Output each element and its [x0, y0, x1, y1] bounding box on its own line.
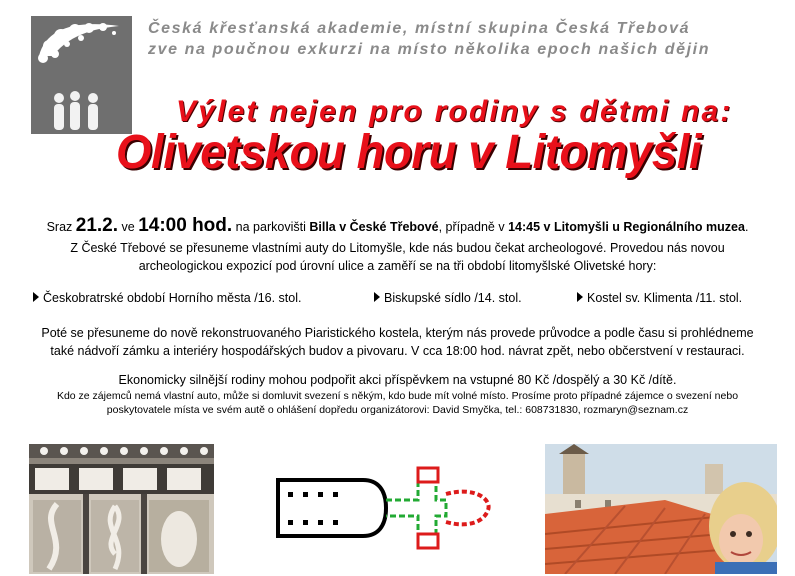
meeting-line [0, 215, 795, 236]
ve-label: ve [121, 220, 135, 234]
period-item [374, 291, 522, 305]
header-line-2: zve na poučnou exkurzi na místo několika epoch našich dějin [148, 41, 711, 58]
meeting-time: 14:00 hod. [138, 215, 233, 236]
body-line-4: Poté se přesuneme do nově rekonstruovaného Piaristického kostela, kterým nás provede průvodce a podle času si prohlédneme [41, 326, 754, 340]
sraz-label: Sraz [46, 220, 73, 234]
contact-line: poskytovatele místa ve svém autě o ohlášení dopředu organizátorovi: David Smyčka, tel.: 608731830, rozmaryn@seznam.cz [106, 404, 689, 416]
period-item [577, 291, 742, 305]
subtitle: Výlet nejen pro rodiny s dětmi na: [176, 95, 733, 128]
body-line-2: Z České Třebové se přesuneme vlastními auty do Litomyšle, kde nás budou čekat archeologové. Provedou nás novou [70, 241, 725, 255]
sgraffito-photo [29, 444, 214, 574]
place-prefix: na parkovišti [235, 220, 306, 234]
triangle-bullet-icon [374, 292, 380, 302]
body-line-5: také nádvoří zámku a interiéry hospodářských budov a pivovaru. V cca 18:00 hod. návrat zpět, nebo občerstvení v restauraci. [50, 344, 745, 358]
period-item [33, 291, 301, 305]
triangle-bullet-icon [577, 292, 583, 302]
meeting-date: 21.2. [75, 215, 119, 236]
body-line-3: archeologickou expozicí pod úrovní ulice a zaměří se na tři období litomyšlské Olivetské hory: [138, 259, 657, 273]
periods-list [0, 291, 795, 309]
period-label: Biskupské sídlo /14. stol. [384, 291, 522, 305]
alt-prefix: , případně v [438, 220, 505, 234]
alt-time-place: 14:45 v Litomyšli u Regionálního muzea [508, 220, 745, 234]
academy-logo [31, 16, 132, 134]
logo-graphic-icon [31, 16, 132, 134]
rooftops-child-photo [545, 444, 777, 574]
donation-line: Ekonomicky silnější rodiny mohou podpořit akci příspěvkem na vstupné 80 Kč /dospělý a 30 Kč /dítě. [118, 373, 677, 387]
page-title: Olivetskou horu v Litomyšli [116, 126, 702, 179]
transport-line-1: Kdo ze zájemců nemá vlastní auto, může si domluvit svezení s někým, kdo bude mít volné místo. Prosíme proto případné zájemce o svezení nebo [56, 390, 739, 402]
meeting-place: Billa v České Třebové [309, 220, 439, 234]
meeting-end: . [744, 220, 749, 234]
period-label: Českobratrské období Horního města /16. stol. [43, 291, 302, 305]
archaeological-plan-diagram [268, 460, 496, 556]
period-label: Kostel sv. Klimenta /11. stol. [587, 291, 743, 305]
triangle-bullet-icon [33, 292, 39, 302]
header-line-1: Česká křesťanská akademie, místní skupina Česká Třebová [148, 20, 691, 37]
